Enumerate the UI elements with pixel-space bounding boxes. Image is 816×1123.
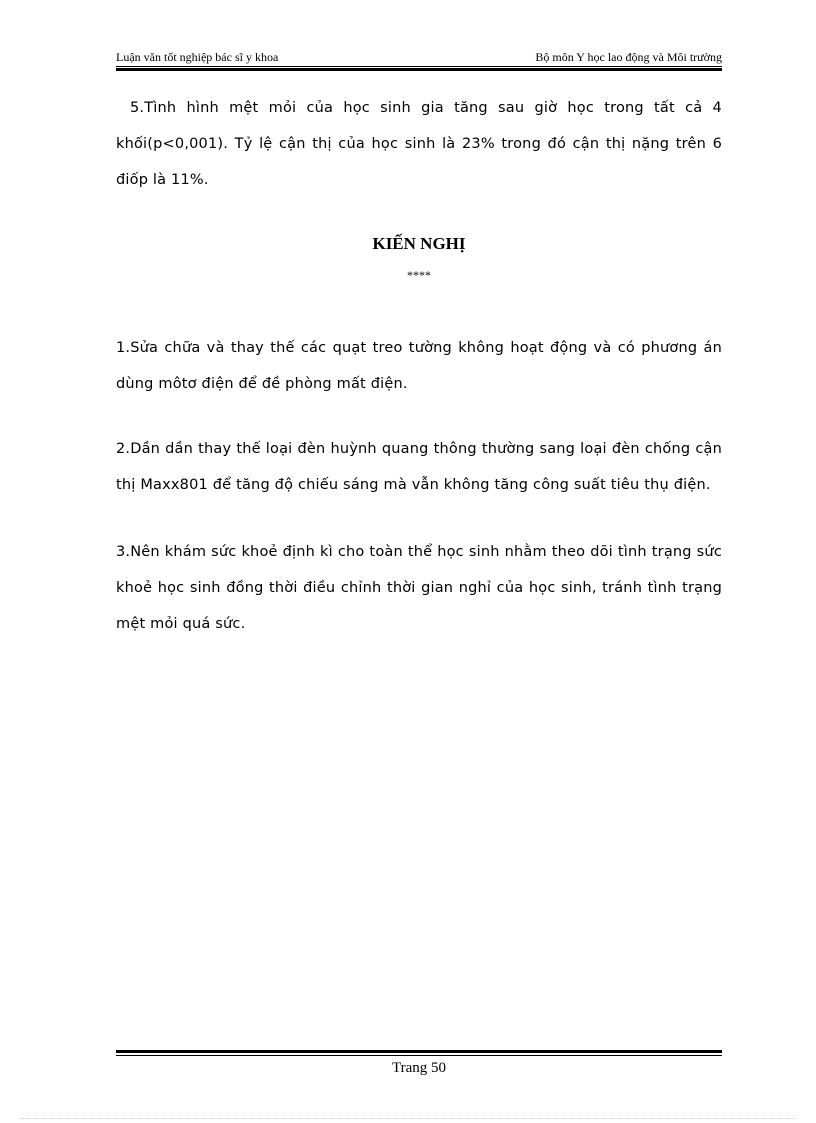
header-department: Bộ môn Y học lao động và Môi trường xyxy=(535,50,722,64)
conclusion-item-5: 5.Tình hình mệt mỏi của học sinh gia tăng sau giờ học trong tất cả 4 khối(p<0,001). Tỷ lệ cận thị của học sinh là 23% trong đó cận thị nặng trên 6 điốp là 11%. xyxy=(116,100,722,188)
header-thesis-title: Luận văn tốt nghiệp bác sĩ y khoa xyxy=(116,50,279,64)
page-header xyxy=(116,50,722,66)
footer-rule-thick xyxy=(116,1050,722,1053)
recommendation-item-1: 1.Sửa chữa và thay thế các quạt treo tường không hoạt động và có phương án dùng môtơ điện để đề phòng mất điện. xyxy=(116,340,722,392)
page-number: Trang 50 xyxy=(391,1060,447,1076)
heading-stars: **** xyxy=(407,268,431,282)
header-rule-thin xyxy=(116,66,722,67)
page-bottom-border xyxy=(20,1118,796,1119)
footer-rule-thin xyxy=(116,1055,722,1056)
header-rule-thick xyxy=(116,68,722,71)
recommendation-item-2: 2.Dần dần thay thế loại đèn huỳnh quang thông thường sang loại đèn chống cận thị Maxx801 để tăng độ chiếu sáng mà vẫn không tăng công suất tiêu thụ điện. xyxy=(116,441,722,493)
recommendation-item-3: 3.Nên khám sức khoẻ định kì cho toàn thể học sinh nhằm theo dõi tình trạng sức khoẻ học sinh đồng thời điều chỉnh thời gian nghỉ của học sinh, tránh tình trạng mệt mỏi quá sức. xyxy=(116,544,722,632)
recommendations-heading: KIẾN NGHỊ xyxy=(372,234,466,253)
